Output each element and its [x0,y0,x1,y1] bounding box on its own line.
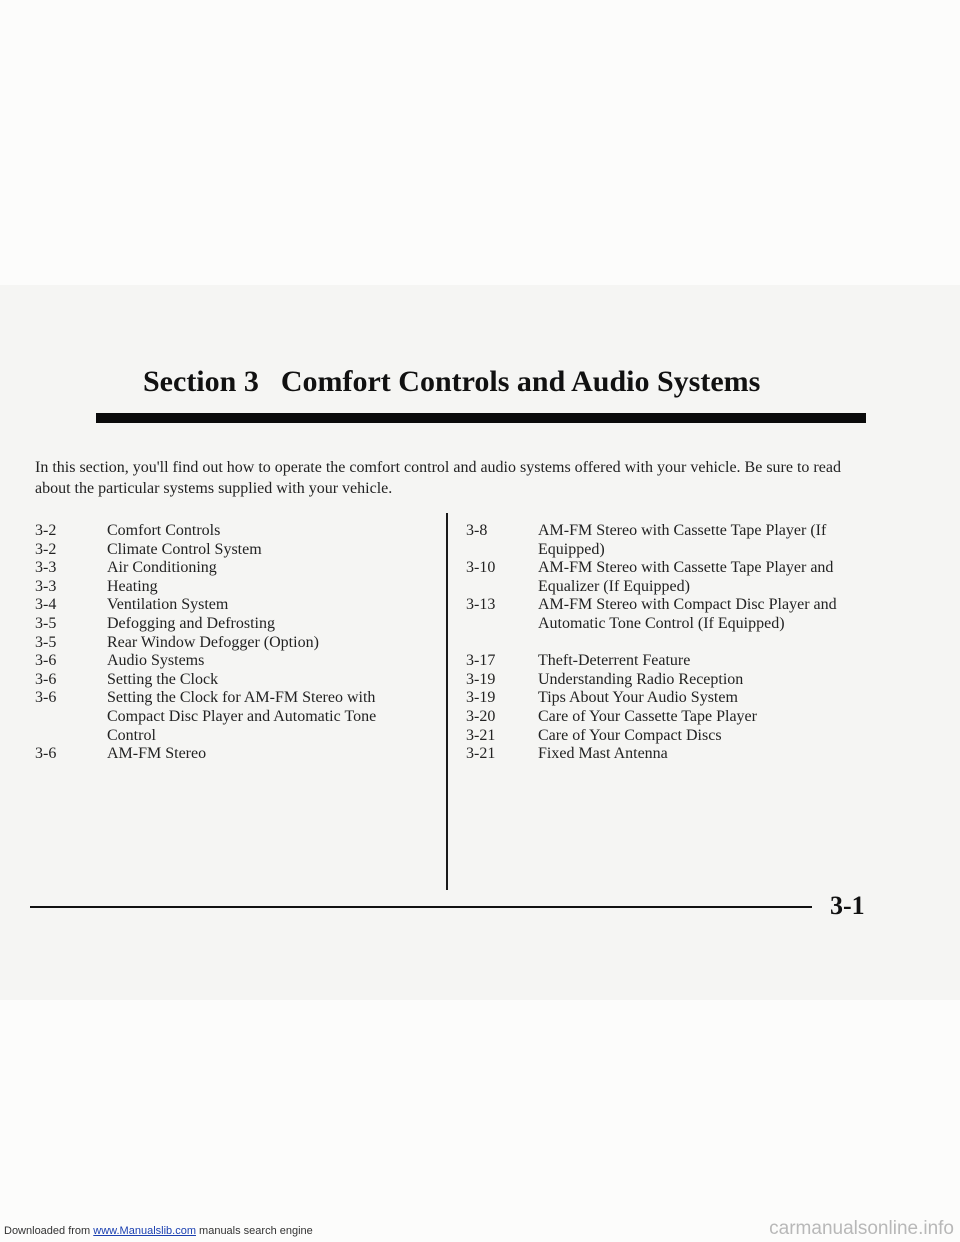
toc-left-column [35,522,425,764]
toc-entry[interactable] [35,541,425,560]
toc-label: Tips About Your Audio System [538,689,738,707]
download-prefix: Downloaded from [4,1225,94,1237]
toc-label: Care of Your Compact Discs [538,726,722,744]
toc-label: Comfort Controls [107,522,221,539]
toc-entry[interactable] [35,578,425,597]
toc-page: 3-3 [35,559,57,577]
manualslib-link[interactable]: www.Manualslib.com [93,1225,196,1237]
toc-entry[interactable] [35,522,425,541]
download-suffix: manuals search engine [195,1225,313,1237]
toc-label: Climate Control System [107,540,262,558]
toc-label: Rear Window Defogger (Option) [107,633,319,651]
intro-paragraph: In this section, you'll find out how to operate the comfort control and audio systems offered with your vehicle. Be sure to read about the particular systems supplied with your vehicle. [35,459,841,497]
toc-page: 3-6 [35,652,57,670]
toc-entry[interactable] [466,671,886,690]
footer-rule [30,906,812,908]
heading-rule [96,413,866,423]
toc-entry[interactable] [35,559,425,578]
toc-entry[interactable] [35,745,425,764]
toc-page: 3-10 [466,559,496,577]
toc-page: 3-19 [466,689,496,707]
toc-entry[interactable] [466,559,886,596]
toc-page: 3-20 [466,707,496,725]
toc-entry[interactable] [35,652,425,671]
toc-entry[interactable] [466,522,886,559]
toc-page: 3-4 [35,596,57,614]
toc-page: 3-6 [35,670,57,688]
section-heading [143,362,760,402]
toc-page: 3-13 [466,596,496,614]
toc-label: Understanding Radio Reception [538,670,744,688]
toc-label: AM-FM Stereo [107,745,207,763]
toc-label: AM-FM Stereo with Compact Disc Player and Automatic Tone Control (If Equipped) [538,596,837,632]
top-margin [0,0,960,290]
toc-label: Audio Systems [107,652,205,670]
toc-entry[interactable] [466,708,886,727]
toc-page: 3-5 [35,614,57,632]
toc-label: Air Conditioning [107,559,217,577]
toc-label: Defogging and Defrosting [107,614,275,632]
toc-label: AM-FM Stereo with Cassette Tape Player and Equalizer (If Equipped) [538,559,834,595]
toc-label: Fixed Mast Antenna [538,745,668,763]
section-number: Section 3 [143,365,259,398]
toc-page: 3-6 [35,745,57,763]
toc-label: Care of Your Cassette Tape Player [538,707,757,725]
toc-entry[interactable] [35,671,425,690]
toc-page: 3-19 [466,670,496,688]
toc-label: Setting the Clock [107,670,219,688]
toc-entry[interactable] [466,727,886,746]
toc-page: 3-21 [466,726,496,744]
toc-entry[interactable] [466,596,886,633]
watermark: carmanualsonline.info [769,1218,954,1239]
toc-entry[interactable] [35,596,425,615]
toc-entry[interactable] [466,745,886,764]
toc-label: Ventilation System [107,596,229,614]
toc-spacer [466,634,886,653]
toc-page: 3-2 [35,522,57,539]
toc-entry[interactable] [35,689,425,745]
toc-entry[interactable] [466,689,886,708]
toc-page: 3-8 [466,522,488,539]
toc-label: Heating [107,577,158,595]
toc-entry[interactable] [35,634,425,653]
toc-label: AM-FM Stereo with Cassette Tape Player (If Equipped) [538,522,827,558]
toc-page: 3-3 [35,577,57,595]
page-number: 3-1 [830,891,865,920]
toc-page: 3-17 [466,652,496,670]
toc-entry[interactable] [466,652,886,671]
toc-page: 3-21 [466,745,496,763]
bottom-margin [0,1000,960,1242]
toc-right-column [466,522,886,764]
toc-label: Theft-Deterrent Feature [538,652,691,670]
toc-label: Setting the Clock for AM-FM Stereo with Compact Disc Player and Automatic Tone Control [107,689,377,744]
toc-page: 3-5 [35,633,57,651]
download-banner [4,1225,313,1238]
section-title: Comfort Controls and Audio Systems [280,365,761,398]
toc-page: 3-2 [35,540,57,558]
toc-entry[interactable] [35,615,425,634]
toc-page: 3-6 [35,689,57,707]
column-divider [446,513,448,890]
